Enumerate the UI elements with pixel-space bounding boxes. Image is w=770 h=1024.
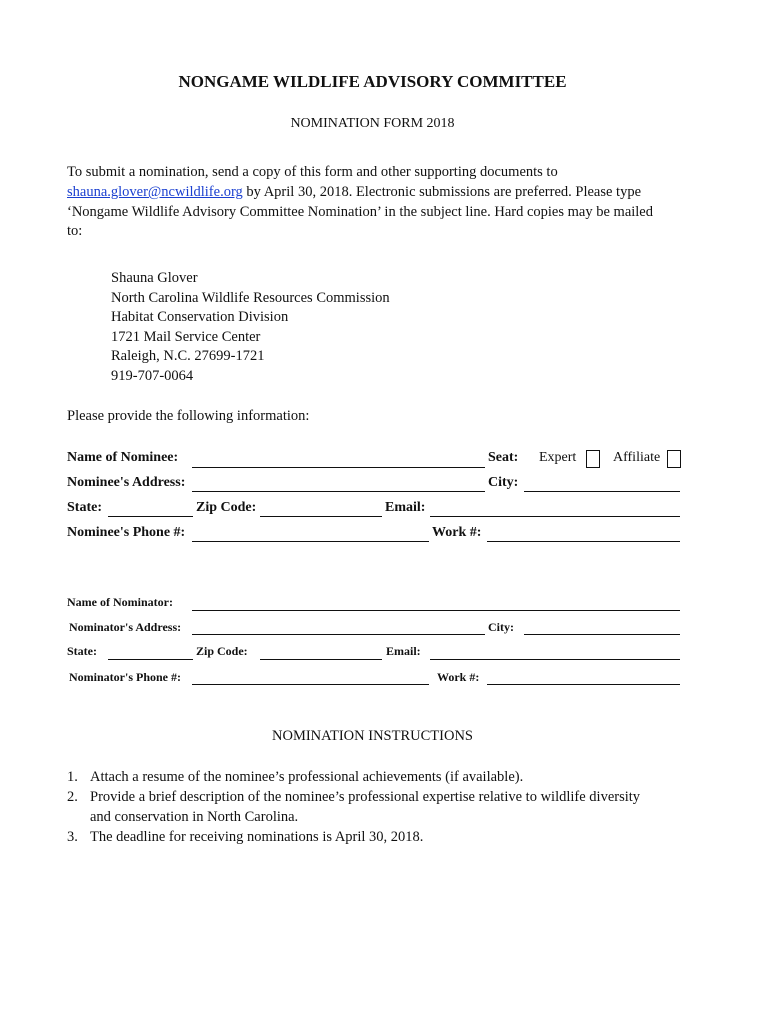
- address-line: North Carolina Wildlife Resources Commission: [111, 289, 390, 306]
- nominator-phone-label: Nominator's Phone #:: [69, 670, 181, 684]
- instruction-item: Provide a brief description of the nominee’s professional expertise relative to wildlife diversity: [90, 789, 641, 805]
- address-line: 919-707-0064: [111, 367, 194, 384]
- affiliate-label: Affiliate: [613, 450, 661, 465]
- instruction-number: 2.: [67, 789, 78, 805]
- nominee-address-label: Nominee's Address:: [67, 475, 186, 490]
- address-line: Raleigh, N.C. 27699-1721: [111, 348, 265, 364]
- nominator-state-field[interactable]: [108, 659, 193, 660]
- instruction-item: Attach a resume of the nominee’s professional achievements (if available).: [90, 769, 524, 785]
- instruction-number: 3.: [67, 829, 78, 845]
- nominee-zip-label: Zip Code:: [196, 500, 257, 515]
- nominator-email-label: Email:: [386, 644, 421, 658]
- instruction-item-continued: and conservation in North Carolina.: [90, 809, 299, 825]
- affiliate-checkbox[interactable]: [667, 450, 681, 468]
- nominator-state-label: State:: [67, 644, 97, 658]
- expert-checkbox[interactable]: [586, 450, 600, 468]
- instruction-item: The deadline for receiving nominations is April 30, 2018.: [90, 829, 424, 845]
- nominator-phone-field[interactable]: [192, 684, 429, 685]
- instruction-number: 1.: [67, 769, 78, 785]
- intro-line-2-text: by April 30, 2018. Electronic submissions are preferred. Please type: [242, 184, 642, 200]
- intro-line-1: To submit a nomination, send a copy of this form and other supporting documents to: [67, 164, 558, 180]
- nominee-address-field[interactable]: [192, 491, 485, 492]
- nominator-email-field[interactable]: [430, 659, 680, 660]
- nominator-address-field[interactable]: [192, 634, 485, 635]
- form-title: NONGAME WILDLIFE ADVISORY COMMITTEE: [178, 72, 567, 91]
- nominator-name-field[interactable]: [192, 610, 680, 611]
- nominee-state-field[interactable]: [108, 516, 193, 517]
- nominee-work-label: Work #:: [432, 525, 482, 540]
- nominee-phone-label: Nominee's Phone #:: [67, 525, 186, 540]
- nominee-name-field[interactable]: [192, 467, 485, 468]
- nominator-city-label: City:: [488, 620, 514, 634]
- expert-label: Expert: [539, 450, 577, 465]
- nominee-phone-field[interactable]: [192, 541, 429, 542]
- nominator-address-label: Nominator's Address:: [69, 620, 182, 634]
- address-line: 1721 Mail Service Center: [111, 328, 261, 345]
- nominator-zip-field[interactable]: [260, 659, 382, 660]
- nominator-zip-label: Zip Code:: [196, 644, 248, 658]
- nominee-city-field[interactable]: [524, 491, 680, 492]
- nominee-work-field[interactable]: [487, 541, 680, 542]
- nominee-state-label: State:: [67, 500, 102, 515]
- intro-line-2: [67, 183, 641, 203]
- form-subtitle: NOMINATION FORM 2018: [290, 116, 455, 131]
- mailing-address: [111, 269, 390, 386]
- nominator-work-label: Work #:: [437, 670, 480, 684]
- seat-label: Seat:: [488, 450, 519, 465]
- nominee-email-field[interactable]: [430, 516, 680, 517]
- intro-line-3: ‘Nongame Wildlife Advisory Committee Nomination’ in the subject line. Hard copies may be mailed: [67, 204, 653, 220]
- nominee-name-label: Name of Nominee:: [67, 450, 179, 465]
- nominee-zip-field[interactable]: [260, 516, 382, 517]
- contact-email-link[interactable]: shauna.glover@ncwildlife.org: [67, 184, 243, 200]
- instructions-heading: NOMINATION INSTRUCTIONS: [272, 728, 473, 744]
- address-line: Shauna Glover: [111, 270, 198, 286]
- nominator-work-field[interactable]: [487, 684, 680, 685]
- intro-line-4: to:: [67, 223, 83, 239]
- nominator-name-label: Name of Nominator:: [67, 595, 173, 609]
- nominator-city-field[interactable]: [524, 634, 680, 635]
- provide-info-text: Please provide the following information:: [67, 408, 310, 424]
- nominee-email-label: Email:: [385, 500, 426, 515]
- nominee-city-label: City:: [488, 475, 519, 490]
- address-line: Habitat Conservation Division: [111, 309, 289, 325]
